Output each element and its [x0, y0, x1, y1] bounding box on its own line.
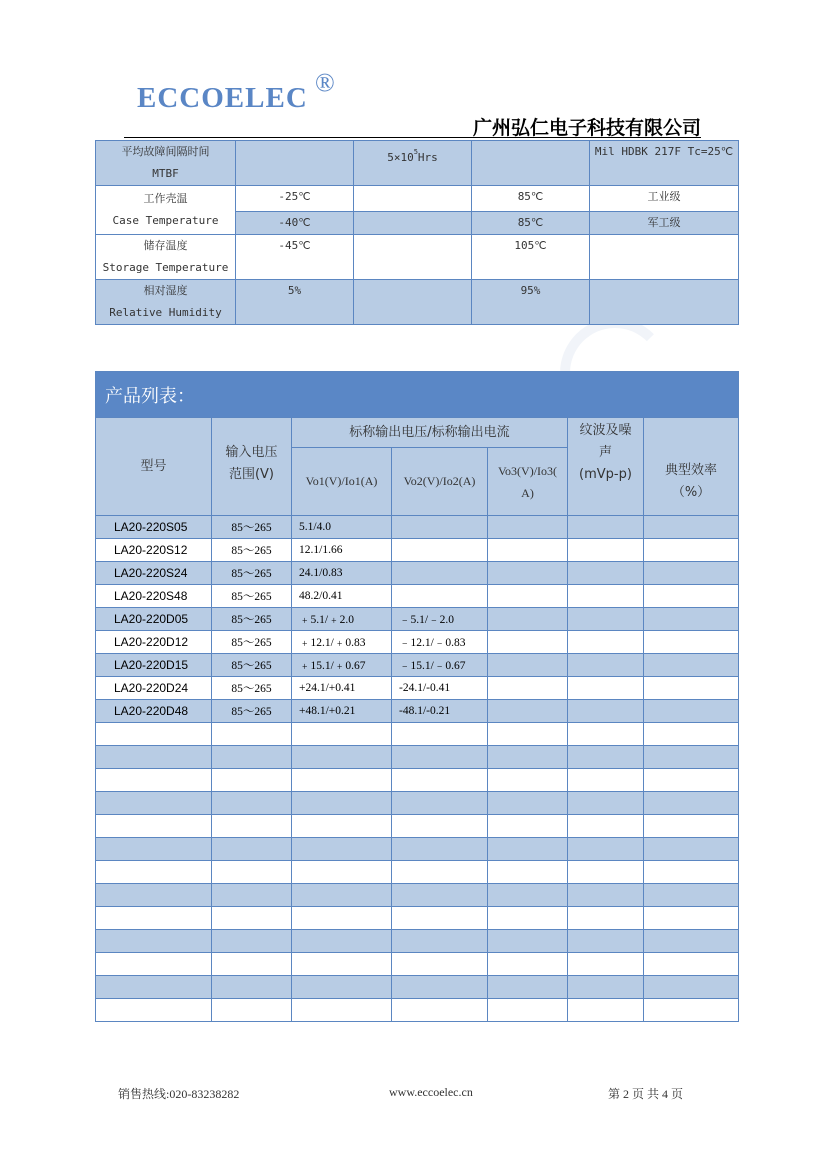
product-title-row — [96, 372, 739, 418]
vo3-cell — [488, 861, 568, 884]
header-rule — [124, 137, 701, 138]
table-row — [96, 792, 739, 815]
efficiency-cell — [644, 654, 739, 677]
vin-cell — [212, 746, 292, 769]
vo2-cell — [392, 585, 488, 608]
spec-row-mtbf — [96, 141, 739, 186]
ripple-cell — [568, 631, 644, 654]
spec-cell — [590, 235, 739, 280]
header-output: 标称输出电压/标称输出电流 — [292, 418, 568, 448]
vin-cell — [212, 907, 292, 930]
spec-note: 工业级 — [590, 186, 739, 212]
table-row — [96, 746, 739, 769]
spec-cell — [354, 280, 472, 325]
vin-cell — [212, 999, 292, 1022]
vo2-cell — [392, 999, 488, 1022]
model-cell — [96, 884, 212, 907]
ripple-cell — [568, 516, 644, 539]
vo2-cell — [392, 746, 488, 769]
efficiency-cell — [644, 700, 739, 723]
vo3-cell — [488, 700, 568, 723]
ripple-cell — [568, 539, 644, 562]
table-row — [96, 838, 739, 861]
vo1-cell: ﹢15.1/﹢0.67 — [292, 654, 392, 677]
vin-cell: 85～265 — [212, 700, 292, 723]
vo2-cell — [392, 838, 488, 861]
model-cell — [96, 999, 212, 1022]
vo1-cell — [292, 884, 392, 907]
spec-cell — [354, 235, 472, 280]
header-efficiency: 典型效率 （%） — [644, 418, 739, 516]
ripple-cell — [568, 746, 644, 769]
model-cell: LA20-220D12 — [96, 631, 212, 654]
vo2-cell — [392, 861, 488, 884]
vin-cell — [212, 861, 292, 884]
vo2-cell: -24.1/-0.41 — [392, 677, 488, 700]
spec-cell — [354, 212, 472, 235]
vin-cell — [212, 723, 292, 746]
product-title: 产品列表： — [96, 372, 739, 418]
product-body — [96, 516, 739, 1022]
spec-max: 95% — [472, 280, 590, 325]
ripple-cell — [568, 953, 644, 976]
model-cell: LA20-220D15 — [96, 654, 212, 677]
model-cell: LA20-220S48 — [96, 585, 212, 608]
vo3-cell — [488, 976, 568, 999]
spec-cell — [472, 141, 590, 186]
table-row — [96, 585, 739, 608]
vo3-cell — [488, 654, 568, 677]
vo1-cell — [292, 838, 392, 861]
spec-row-case-temp — [96, 186, 739, 212]
model-cell: LA20-220D48 — [96, 700, 212, 723]
table-row — [96, 631, 739, 654]
vo1-cell — [292, 746, 392, 769]
vo2-cell — [392, 884, 488, 907]
ripple-cell — [568, 654, 644, 677]
spec-note: 军工级 — [590, 212, 739, 235]
ripple-cell — [568, 585, 644, 608]
vo3-cell — [488, 769, 568, 792]
spec-max: 85℃ — [472, 212, 590, 235]
table-row — [96, 677, 739, 700]
vo2-cell — [392, 930, 488, 953]
efficiency-cell — [644, 539, 739, 562]
vo1-cell: 5.1/4.0 — [292, 516, 392, 539]
vo3-cell — [488, 884, 568, 907]
company-logo — [137, 68, 336, 115]
vo2-cell — [392, 953, 488, 976]
vin-cell — [212, 815, 292, 838]
table-row — [96, 700, 739, 723]
spec-cell — [236, 141, 354, 186]
vo3-cell — [488, 631, 568, 654]
ripple-cell — [568, 861, 644, 884]
spec-min: -40℃ — [236, 212, 354, 235]
model-cell: LA20-220S05 — [96, 516, 212, 539]
vo3-cell — [488, 953, 568, 976]
vo1-cell — [292, 930, 392, 953]
registered-mark: ® — [315, 68, 336, 97]
vo3-cell — [488, 838, 568, 861]
vo1-cell — [292, 999, 392, 1022]
efficiency-cell — [644, 792, 739, 815]
vo2-cell — [392, 976, 488, 999]
header-model: 型号 — [96, 418, 212, 516]
vo2-cell — [392, 723, 488, 746]
vo3-cell — [488, 608, 568, 631]
table-row — [96, 861, 739, 884]
ripple-cell — [568, 999, 644, 1022]
efficiency-cell — [644, 608, 739, 631]
ripple-cell — [568, 815, 644, 838]
efficiency-cell — [644, 677, 739, 700]
model-cell — [96, 769, 212, 792]
table-row — [96, 953, 739, 976]
spec-row-humidity — [96, 280, 739, 325]
vin-cell — [212, 976, 292, 999]
vin-cell: 85～265 — [212, 654, 292, 677]
vo3-cell — [488, 723, 568, 746]
vo1-cell — [292, 723, 392, 746]
spec-label: 储存温度 Storage Temperature — [96, 235, 236, 280]
vo3-cell — [488, 930, 568, 953]
vo3-cell — [488, 677, 568, 700]
spec-label: 工作壳温 Case Temperature — [96, 186, 236, 235]
efficiency-cell — [644, 562, 739, 585]
header-vo3: Vo3(V)/Io3( A) — [488, 448, 568, 516]
table-row — [96, 654, 739, 677]
ripple-cell — [568, 769, 644, 792]
spec-note: Mil HDBK 217F Tc=25℃ — [590, 141, 739, 186]
spec-table — [95, 140, 739, 325]
efficiency-cell — [644, 884, 739, 907]
spec-label: 平均故障间隔时间 MTBF — [96, 141, 236, 186]
model-cell — [96, 976, 212, 999]
vo3-cell — [488, 516, 568, 539]
model-cell — [96, 838, 212, 861]
vo3-cell — [488, 907, 568, 930]
vo1-cell: 12.1/1.66 — [292, 539, 392, 562]
header-vo2: Vo2(V)/Io2(A) — [392, 448, 488, 516]
table-row — [96, 999, 739, 1022]
ripple-cell — [568, 677, 644, 700]
ripple-cell — [568, 930, 644, 953]
header-vo1: Vo1(V)/Io1(A) — [292, 448, 392, 516]
vin-cell: 85～265 — [212, 631, 292, 654]
model-cell — [96, 953, 212, 976]
vin-cell — [212, 769, 292, 792]
ripple-cell — [568, 608, 644, 631]
vo1-cell — [292, 907, 392, 930]
footer-website: www.eccoelec.cn — [389, 1085, 473, 1099]
header-vin: 输入电压 范围(V) — [212, 418, 292, 516]
vin-cell: 85～265 — [212, 608, 292, 631]
table-row — [96, 907, 739, 930]
model-cell: LA20-220D24 — [96, 677, 212, 700]
model-cell: LA20-220D05 — [96, 608, 212, 631]
vin-cell: 85～265 — [212, 677, 292, 700]
vo1-cell: +24.1/+0.41 — [292, 677, 392, 700]
model-cell — [96, 746, 212, 769]
spec-max: 105℃ — [472, 235, 590, 280]
footer-hotline: 销售热线:020-83238282 — [118, 1087, 240, 1101]
efficiency-cell — [644, 976, 739, 999]
vo1-cell: 48.2/0.41 — [292, 585, 392, 608]
efficiency-cell — [644, 815, 739, 838]
vin-cell — [212, 953, 292, 976]
ripple-cell — [568, 907, 644, 930]
vo1-cell — [292, 792, 392, 815]
table-row — [96, 723, 739, 746]
spec-min: 5% — [236, 280, 354, 325]
spec-cell — [590, 280, 739, 325]
model-cell — [96, 861, 212, 884]
header-ripple: 纹波及噪 声 (mVp-p) — [568, 418, 644, 516]
vo2-cell — [392, 769, 488, 792]
vo1-cell — [292, 861, 392, 884]
vo3-cell — [488, 999, 568, 1022]
efficiency-cell — [644, 953, 739, 976]
vo1-cell — [292, 953, 392, 976]
table-row — [96, 930, 739, 953]
vo3-cell — [488, 792, 568, 815]
spec-max: 85℃ — [472, 186, 590, 212]
vo2-cell — [392, 516, 488, 539]
vo3-cell — [488, 539, 568, 562]
vin-cell — [212, 884, 292, 907]
vin-cell — [212, 838, 292, 861]
spec-label: 相对湿度 Relative Humidity — [96, 280, 236, 325]
vo2-cell: ﹣15.1/﹣0.67 — [392, 654, 488, 677]
efficiency-cell — [644, 723, 739, 746]
vo1-cell — [292, 815, 392, 838]
vo1-cell: ﹢5.1/﹢2.0 — [292, 608, 392, 631]
vo2-cell: -48.1/-0.21 — [392, 700, 488, 723]
efficiency-cell — [644, 861, 739, 884]
vo1-cell: ﹢12.1/﹢0.83 — [292, 631, 392, 654]
table-row — [96, 539, 739, 562]
vo1-cell — [292, 769, 392, 792]
ripple-cell — [568, 562, 644, 585]
footer-page: 第 2 页 共 4 页 — [608, 1087, 684, 1101]
spec-row-storage-temp — [96, 235, 739, 280]
efficiency-cell — [644, 631, 739, 654]
table-row — [96, 769, 739, 792]
vo2-cell — [392, 539, 488, 562]
ripple-cell — [568, 792, 644, 815]
company-name: 广州弘仁电子科技有限公司 — [472, 117, 701, 139]
efficiency-cell — [644, 907, 739, 930]
vo2-cell — [392, 562, 488, 585]
vin-cell: 85～265 — [212, 516, 292, 539]
product-table — [95, 371, 739, 1022]
vo2-cell — [392, 907, 488, 930]
model-cell — [96, 907, 212, 930]
ripple-cell — [568, 838, 644, 861]
efficiency-cell — [644, 930, 739, 953]
vo2-cell — [392, 792, 488, 815]
vo3-cell — [488, 562, 568, 585]
vin-cell: 85～265 — [212, 562, 292, 585]
spec-cell-mtbf: $5\times 10^5Hrs$ — [354, 141, 472, 186]
model-cell — [96, 930, 212, 953]
efficiency-cell — [644, 999, 739, 1022]
table-row — [96, 608, 739, 631]
table-row — [96, 815, 739, 838]
vin-cell: 85～265 — [212, 585, 292, 608]
table-row — [96, 976, 739, 999]
spec-min: -25℃ — [236, 186, 354, 212]
model-cell: LA20-220S12 — [96, 539, 212, 562]
efficiency-cell — [644, 585, 739, 608]
table-row — [96, 516, 739, 539]
logo-text: ECCOELEC — [137, 82, 308, 114]
table-row — [96, 562, 739, 585]
ripple-cell — [568, 700, 644, 723]
vo1-cell — [292, 976, 392, 999]
vo3-cell — [488, 815, 568, 838]
vo3-cell — [488, 746, 568, 769]
efficiency-cell — [644, 516, 739, 539]
spec-cell — [354, 186, 472, 212]
efficiency-cell — [644, 769, 739, 792]
vo1-cell: 24.1/0.83 — [292, 562, 392, 585]
model-cell — [96, 792, 212, 815]
spec-min: -45℃ — [236, 235, 354, 280]
vin-cell — [212, 930, 292, 953]
model-cell: LA20-220S24 — [96, 562, 212, 585]
vo3-cell — [488, 585, 568, 608]
efficiency-cell — [644, 746, 739, 769]
vo2-cell: ﹣12.1/﹣0.83 — [392, 631, 488, 654]
vo2-cell — [392, 815, 488, 838]
model-cell — [96, 815, 212, 838]
vin-cell — [212, 792, 292, 815]
table-row — [96, 884, 739, 907]
ripple-cell — [568, 723, 644, 746]
ripple-cell — [568, 976, 644, 999]
product-header-row-1 — [96, 418, 739, 448]
vo2-cell: ﹣5.1/﹣2.0 — [392, 608, 488, 631]
efficiency-cell — [644, 838, 739, 861]
model-cell — [96, 723, 212, 746]
ripple-cell — [568, 884, 644, 907]
vo1-cell: +48.1/+0.21 — [292, 700, 392, 723]
vin-cell: 85～265 — [212, 539, 292, 562]
